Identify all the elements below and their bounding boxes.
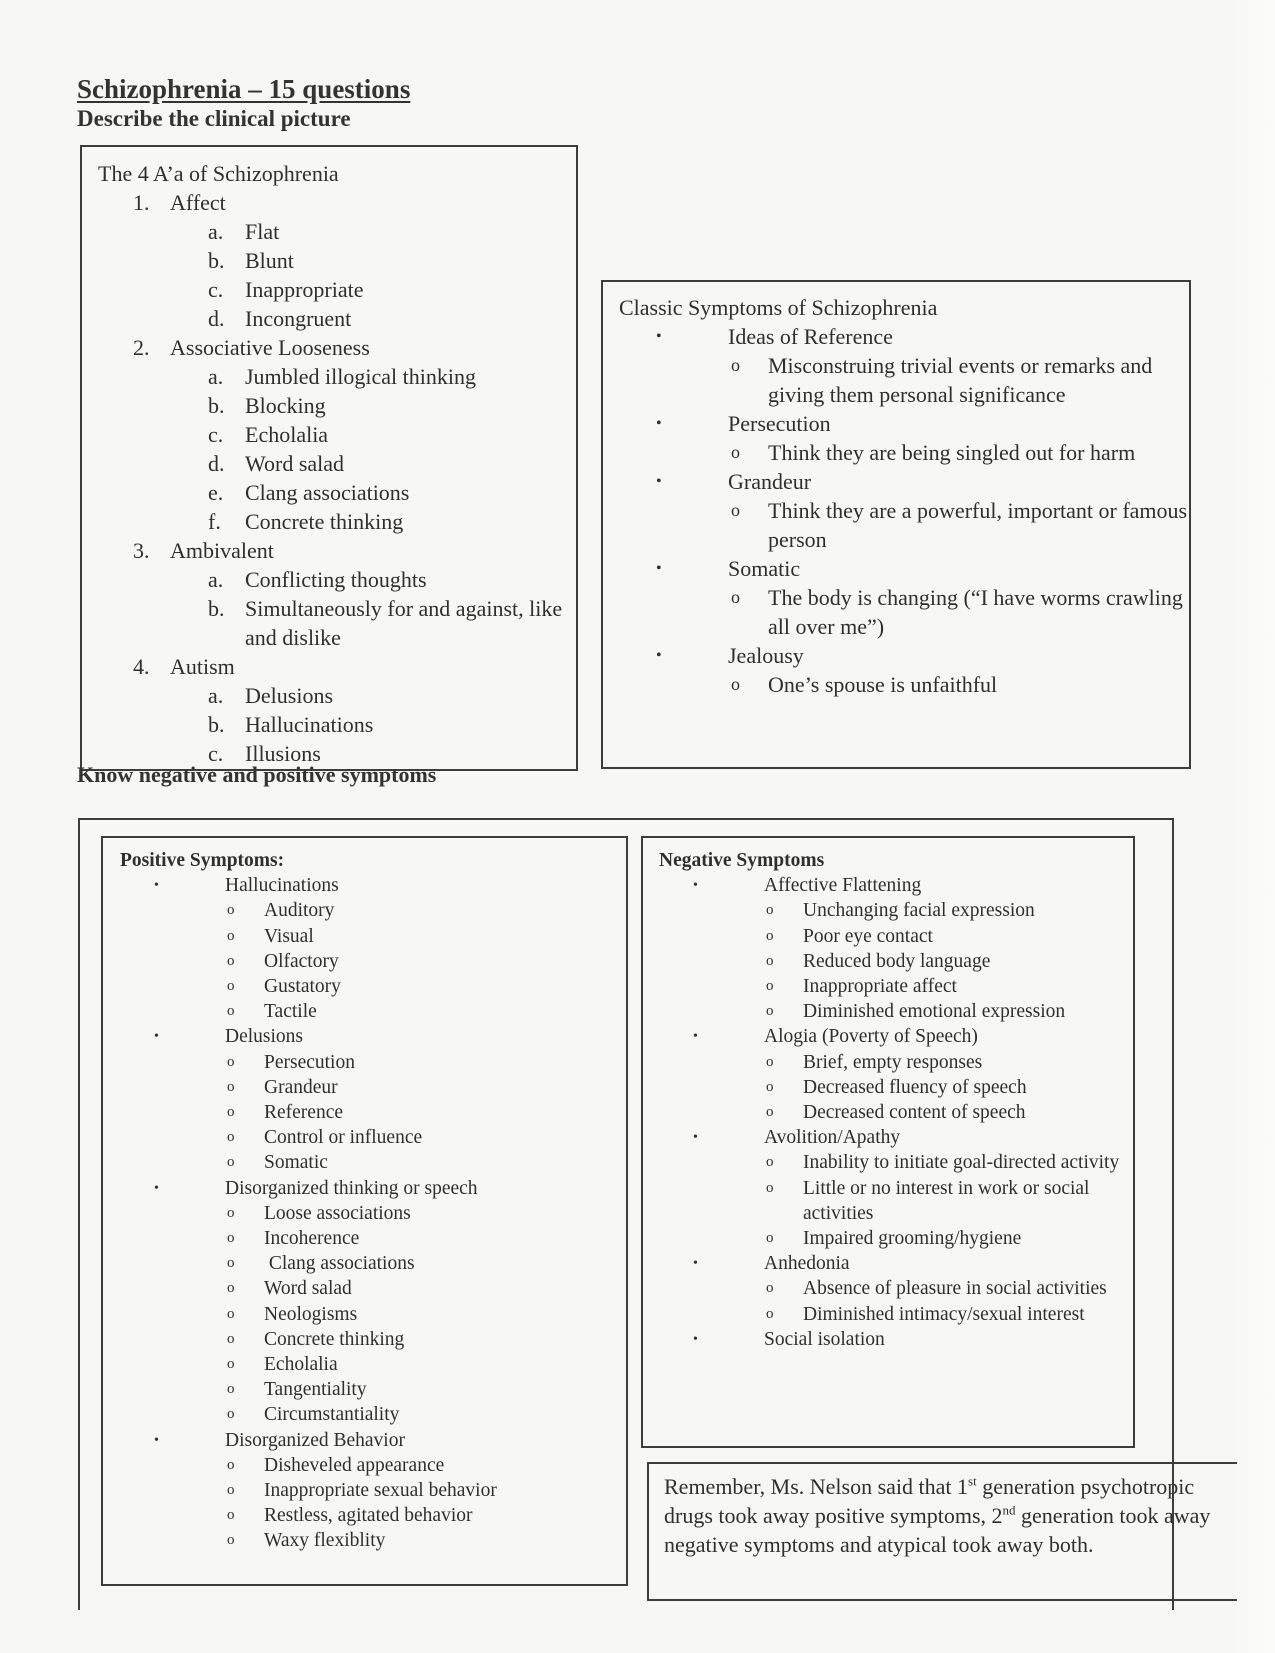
list-subitem-label: Misconstruing trivial events or remarks and giving them personal significance xyxy=(768,353,1158,407)
list-item-label: Persecution xyxy=(728,411,831,436)
list-subitem xyxy=(98,246,576,275)
bullet-icon: • xyxy=(154,1180,159,1196)
list-subitem xyxy=(619,438,1189,467)
hollow-bullet-icon: o xyxy=(766,1179,774,1196)
list-subitem xyxy=(619,351,1189,409)
bullet-icon: • xyxy=(656,560,662,577)
list-subitem-label: Inappropriate sexual behavior xyxy=(264,1480,497,1502)
list-number: 3. xyxy=(133,538,150,563)
bullet-icon: • xyxy=(656,415,662,432)
list-subitem-label: Circumstantiality xyxy=(264,1404,400,1426)
list-subitem-label: Illusions xyxy=(245,741,321,766)
list-subitem xyxy=(120,1478,626,1503)
list-subitem-label: Auditory xyxy=(264,900,335,922)
list-subitem xyxy=(659,999,1133,1024)
list-subitem-label: Flat xyxy=(245,219,280,244)
list-subitem xyxy=(98,217,576,246)
list-subitem xyxy=(120,1075,626,1100)
list-item xyxy=(98,333,576,362)
list-item xyxy=(619,467,1189,496)
list-subitem-label: Visual xyxy=(264,925,314,947)
list-subitem xyxy=(98,362,576,391)
hollow-bullet-icon: o xyxy=(766,1280,774,1297)
hollow-bullet-icon: o xyxy=(227,1381,235,1398)
hollow-bullet-icon: o xyxy=(766,1078,774,1095)
list-subitem xyxy=(120,949,626,974)
list-subitem xyxy=(659,1276,1133,1301)
list-subitem xyxy=(659,1075,1133,1100)
list-letter: a. xyxy=(208,219,224,244)
list-number: 2. xyxy=(133,335,150,360)
list-subitem-label: Diminished emotional expression xyxy=(803,1001,1066,1023)
list-subitem-label: Gustatory xyxy=(264,976,341,998)
note-part1: Remember, Ms. Nelson said that 1 xyxy=(664,1474,969,1499)
hollow-bullet-icon: o xyxy=(227,1280,235,1297)
list-subitem xyxy=(120,1327,626,1352)
list-subitem xyxy=(120,1453,626,1478)
bullet-icon: • xyxy=(656,473,662,490)
list-subitem-label: Echolalia xyxy=(264,1354,338,1376)
hollow-bullet-icon: o xyxy=(227,1230,235,1247)
medication-note-text xyxy=(664,1472,1237,1559)
list-subitem xyxy=(120,1050,626,1075)
list-subitem-label: Inappropriate affect xyxy=(803,976,957,998)
hollow-bullet-icon: o xyxy=(766,1230,774,1247)
list-item xyxy=(619,641,1189,670)
list-subitem-label: Unchanging facial expression xyxy=(803,900,1035,922)
list-subitem xyxy=(120,1100,626,1125)
list-subitem xyxy=(98,391,576,420)
list-subitem-label: Reference xyxy=(264,1102,344,1124)
list-letter: f. xyxy=(208,509,221,534)
bullet-icon: • xyxy=(656,328,662,345)
list-subitem-label: Incongruent xyxy=(245,306,352,331)
hollow-bullet-icon: o xyxy=(766,952,774,969)
list-subitem-label: Jumbled illogical thinking xyxy=(245,364,476,389)
four-as-box xyxy=(80,145,578,771)
list-item-label: Grandeur xyxy=(728,469,812,494)
list-subitem xyxy=(98,304,576,333)
list-subitem-label: Reduced body language xyxy=(803,950,991,972)
hollow-bullet-icon: o xyxy=(766,1104,774,1121)
hollow-bullet-icon: o xyxy=(731,355,740,375)
note-part3: generation took away negative symptoms and atypical took away both. xyxy=(664,1503,1211,1557)
list-subitem xyxy=(659,1226,1133,1251)
list-subitem-label: Brief, empty responses xyxy=(803,1051,983,1073)
list-item-label: Somatic xyxy=(728,556,801,581)
hollow-bullet-icon: o xyxy=(227,1129,235,1146)
scan-edge xyxy=(1230,0,1275,1653)
list-subitem-label: Waxy flexiblity xyxy=(264,1530,386,1552)
hollow-bullet-icon: o xyxy=(227,1154,235,1171)
hollow-bullet-icon: o xyxy=(731,674,740,694)
list-subitem-label: Loose associations xyxy=(264,1202,411,1224)
list-item xyxy=(98,188,576,217)
bullet-icon: • xyxy=(693,878,698,894)
list-subitem-label: Absence of pleasure in social activities xyxy=(803,1278,1107,1300)
list-letter: b. xyxy=(208,712,225,737)
list-subitem-label: Somatic xyxy=(264,1152,328,1174)
list-subitem xyxy=(120,1528,626,1553)
list-subitem xyxy=(659,1050,1133,1075)
hollow-bullet-icon: o xyxy=(766,1154,774,1171)
medication-note-box xyxy=(647,1462,1237,1601)
list-subitem-label: Persecution xyxy=(264,1051,355,1073)
hollow-bullet-icon: o xyxy=(227,1003,235,1020)
list-subitem xyxy=(120,1402,626,1427)
list-item xyxy=(659,873,1133,898)
list-subitem xyxy=(120,1201,626,1226)
list-subitem-label: Hallucinations xyxy=(245,712,374,737)
list-item-label: Hallucinations xyxy=(225,875,339,897)
list-item-label: Avolition/Apathy xyxy=(764,1127,901,1149)
list-item xyxy=(98,536,576,565)
list-subitem xyxy=(120,1503,626,1528)
list-subitem xyxy=(659,898,1133,923)
list-item-label: Autism xyxy=(170,654,235,679)
list-subitem xyxy=(659,1100,1133,1125)
list-subitem xyxy=(659,924,1133,949)
list-letter: c. xyxy=(208,277,224,302)
hollow-bullet-icon: o xyxy=(227,1507,235,1524)
bullet-icon: • xyxy=(693,1029,698,1045)
bullet-icon: • xyxy=(154,878,159,894)
list-subitem xyxy=(120,1150,626,1175)
list-subitem-label: Blunt xyxy=(245,248,294,273)
list-item xyxy=(98,652,576,681)
list-subitem-label: Decreased content of speech xyxy=(803,1102,1026,1124)
classic-symptoms-list xyxy=(619,322,1193,699)
hollow-bullet-icon: o xyxy=(227,1078,235,1095)
list-subitem xyxy=(120,898,626,923)
list-letter: b. xyxy=(208,393,225,418)
list-subitem xyxy=(659,1302,1133,1327)
list-subitem xyxy=(98,420,576,449)
hollow-bullet-icon: o xyxy=(227,1104,235,1121)
list-subitem xyxy=(120,974,626,999)
list-item-label: Associative Looseness xyxy=(170,335,370,360)
list-subitem-label: Impaired grooming/hygiene xyxy=(803,1228,1022,1250)
list-subitem xyxy=(120,1302,626,1327)
hollow-bullet-icon: o xyxy=(766,1053,774,1070)
list-subitem-label: The body is changing (“I have worms crawling all over me”) xyxy=(768,585,1189,639)
hollow-bullet-icon: o xyxy=(731,587,740,607)
hollow-bullet-icon: o xyxy=(731,500,740,520)
list-subitem-label: Word salad xyxy=(264,1278,352,1300)
bullet-icon: • xyxy=(154,1029,159,1045)
list-subitem-label: Tangentiality xyxy=(264,1379,367,1401)
bullet-icon: • xyxy=(693,1331,698,1347)
hollow-bullet-icon: o xyxy=(227,927,235,944)
negative-symptoms-heading: Negative Symptoms xyxy=(659,850,825,871)
bullet-icon: • xyxy=(154,1432,159,1448)
list-subitem xyxy=(659,1150,1133,1175)
list-item-label: Anhedonia xyxy=(764,1253,850,1275)
list-subitem-label: Clang associations xyxy=(264,1253,415,1275)
list-item xyxy=(619,322,1189,351)
bullet-icon: • xyxy=(693,1256,698,1272)
list-letter: a. xyxy=(208,364,224,389)
list-subitem xyxy=(98,275,576,304)
list-subitem-label: Little or no interest in work or social activities xyxy=(803,1177,1095,1224)
list-subitem-label: Inappropriate xyxy=(245,277,364,302)
positive-symptoms-list xyxy=(120,873,626,1553)
list-item xyxy=(659,1024,1133,1049)
list-item xyxy=(659,1327,1133,1352)
hollow-bullet-icon: o xyxy=(731,442,740,462)
list-item-label: Delusions xyxy=(225,1026,303,1048)
list-item xyxy=(120,1024,626,1049)
list-subitem xyxy=(98,594,576,652)
list-subitem-label: Blocking xyxy=(245,393,326,418)
list-item-label: Alogia (Poverty of Speech) xyxy=(764,1026,978,1048)
list-letter: c. xyxy=(208,422,224,447)
positive-symptoms-box xyxy=(101,836,628,1586)
list-subitem xyxy=(98,710,576,739)
list-letter: d. xyxy=(208,451,225,476)
classic-symptoms-box xyxy=(601,280,1191,769)
section-heading-symptoms: Know negative and positive symptoms xyxy=(77,762,437,787)
list-subitem xyxy=(120,999,626,1024)
hollow-bullet-icon: o xyxy=(766,902,774,919)
list-subitem-label: Simultaneously for and against, like and dislike xyxy=(245,596,568,650)
list-subitem xyxy=(120,1352,626,1377)
list-item-label: Social isolation xyxy=(764,1328,885,1350)
list-subitem xyxy=(120,1125,626,1150)
list-subitem xyxy=(120,924,626,949)
list-item xyxy=(120,1428,626,1453)
list-number: 4. xyxy=(133,654,150,679)
hollow-bullet-icon: o xyxy=(766,1003,774,1020)
list-subitem xyxy=(98,565,576,594)
hollow-bullet-icon: o xyxy=(766,927,774,944)
list-number: 1. xyxy=(133,190,150,215)
classic-symptoms-heading: Classic Symptoms of Schizophrenia xyxy=(619,295,938,320)
list-item xyxy=(659,1125,1133,1150)
hollow-bullet-icon: o xyxy=(766,978,774,995)
list-subitem xyxy=(619,670,1189,699)
hollow-bullet-icon: o xyxy=(227,1456,235,1473)
positive-symptoms-heading: Positive Symptoms: xyxy=(120,850,285,871)
list-letter: c. xyxy=(208,741,224,766)
list-subitem xyxy=(120,1276,626,1301)
list-item-label: Affect xyxy=(170,190,226,215)
list-subitem-label: Inability to initiate goal-directed activity xyxy=(803,1152,1120,1174)
hollow-bullet-icon: o xyxy=(227,1482,235,1499)
note-sup2: nd xyxy=(1002,1502,1016,1518)
hollow-bullet-icon: o xyxy=(227,952,235,969)
hollow-bullet-icon: o xyxy=(227,1255,235,1272)
list-subitem-label: Concrete thinking xyxy=(245,509,404,534)
four-as-list xyxy=(98,188,576,768)
list-item xyxy=(120,1176,626,1201)
list-subitem-label: Delusions xyxy=(245,683,333,708)
list-subitem xyxy=(98,478,576,507)
list-subitem-label: Concrete thinking xyxy=(264,1328,405,1350)
list-subitem xyxy=(659,1176,1133,1226)
list-subitem-label: Echolalia xyxy=(245,422,329,447)
list-subitem-label: Disheveled appearance xyxy=(264,1454,445,1476)
list-subitem-label: Diminished intimacy/sexual interest xyxy=(803,1303,1085,1325)
hollow-bullet-icon: o xyxy=(227,1053,235,1070)
list-subitem-label: Neologisms xyxy=(264,1303,358,1325)
list-subitem-label: Grandeur xyxy=(264,1076,338,1098)
list-letter: a. xyxy=(208,683,224,708)
list-item-label: Ideas of Reference xyxy=(728,324,893,349)
list-letter: b. xyxy=(208,596,225,621)
list-item-label: Disorganized thinking or speech xyxy=(225,1177,478,1199)
list-subitem-label: Think they are a powerful, important or famous person xyxy=(768,498,1193,552)
list-letter: b. xyxy=(208,248,225,273)
list-subitem-label: Control or influence xyxy=(264,1127,423,1149)
page-title: Schizophrenia – 15 questions xyxy=(77,74,411,104)
hollow-bullet-icon: o xyxy=(227,1204,235,1221)
list-subitem xyxy=(659,949,1133,974)
list-item xyxy=(619,554,1189,583)
list-letter: a. xyxy=(208,567,224,592)
list-subitem xyxy=(120,1377,626,1402)
list-subitem-label: Poor eye contact xyxy=(803,925,933,947)
list-subitem-label: One’s spouse is unfaithful xyxy=(768,672,998,697)
list-subitem xyxy=(619,583,1189,641)
hollow-bullet-icon: o xyxy=(227,1532,235,1549)
hollow-bullet-icon: o xyxy=(227,1406,235,1423)
note-part2: generation psychotropic drugs took away positive symptoms, 2 xyxy=(664,1474,1195,1528)
negative-symptoms-box xyxy=(641,836,1135,1448)
bullet-icon: • xyxy=(656,647,662,664)
hollow-bullet-icon: o xyxy=(227,902,235,919)
list-letter: e. xyxy=(208,480,224,505)
list-subitem-label: Word salad xyxy=(245,451,345,476)
hollow-bullet-icon: o xyxy=(227,1305,235,1322)
list-subitem xyxy=(619,496,1193,554)
hollow-bullet-icon: o xyxy=(227,1356,235,1373)
list-item xyxy=(659,1251,1133,1276)
list-subitem xyxy=(120,1251,626,1276)
list-item xyxy=(619,409,1189,438)
list-item-label: Disorganized Behavior xyxy=(225,1429,405,1451)
list-item-label: Affective Flattening xyxy=(764,875,922,897)
negative-symptoms-list xyxy=(659,873,1133,1352)
bullet-icon: • xyxy=(693,1130,698,1146)
section-heading-clinical-picture: Describe the clinical picture xyxy=(77,106,351,131)
hollow-bullet-icon: o xyxy=(227,1330,235,1347)
list-item-label: Ambivalent xyxy=(170,538,274,563)
list-subitem-label: Olfactory xyxy=(264,950,339,972)
list-item-label: Jealousy xyxy=(728,643,804,668)
list-subitem-label: Incoherence xyxy=(264,1228,360,1250)
list-subitem xyxy=(98,449,576,478)
list-subitem-label: Restless, agitated behavior xyxy=(264,1505,473,1527)
list-subitem-label: Think they are being singled out for harm xyxy=(768,440,1136,465)
list-item xyxy=(120,873,626,898)
hollow-bullet-icon: o xyxy=(227,978,235,995)
list-letter: d. xyxy=(208,306,225,331)
list-subitem xyxy=(120,1226,626,1251)
hollow-bullet-icon: o xyxy=(766,1305,774,1322)
list-subitem-label: Clang associations xyxy=(245,480,410,505)
four-as-heading: The 4 A’a of Schizophrenia xyxy=(98,161,339,186)
list-subitem xyxy=(98,681,576,710)
list-subitem xyxy=(98,507,576,536)
list-subitem-label: Tactile xyxy=(264,1001,317,1023)
note-sup1: st xyxy=(968,1473,977,1489)
list-subitem-label: Conflicting thoughts xyxy=(245,567,427,592)
list-subitem-label: Decreased fluency of speech xyxy=(803,1076,1027,1098)
list-subitem xyxy=(659,974,1133,999)
